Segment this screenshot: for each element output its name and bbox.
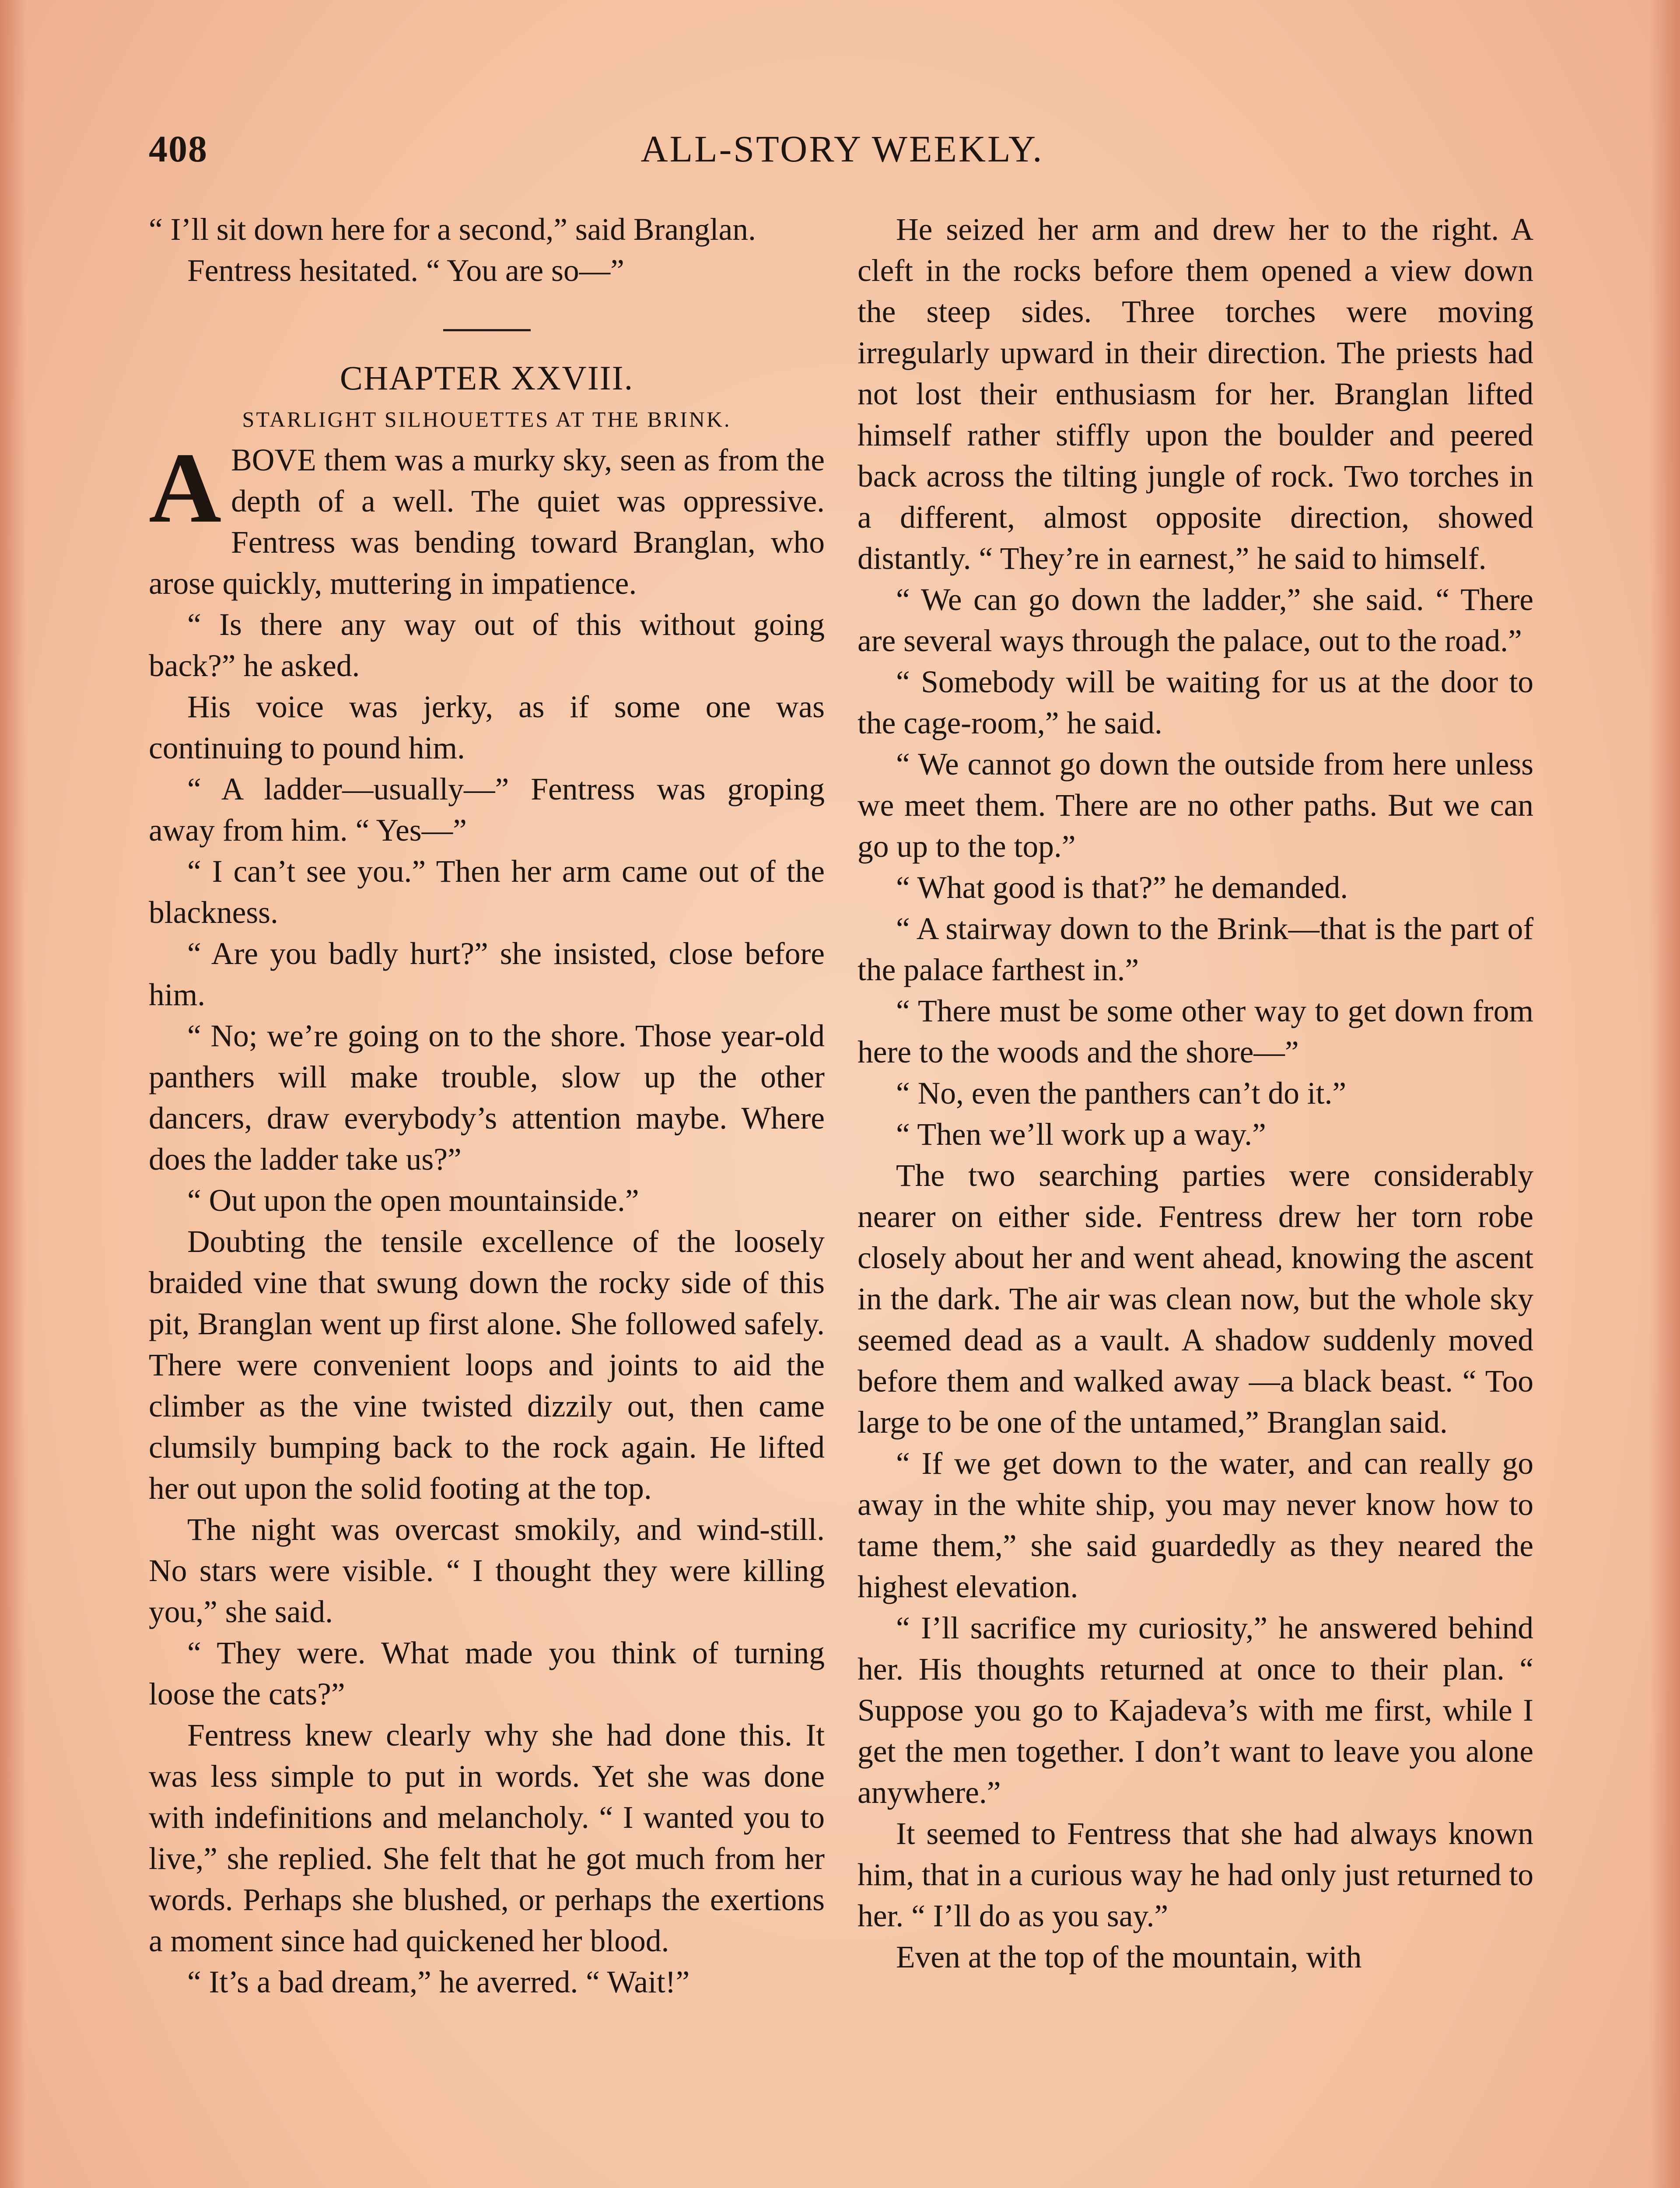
paragraph: The two searching parties were considerably nearer on either side. Fentress drew her torn robe closely about her and went ahead, knowing the ascent in the dark. The air was clean now, but the whole sky seemed dead as a vault. A shadow suddenly moved before them and walked away —a black beast. “ Too large to be one of the untamed,” Branglan said. [858, 1158, 1533, 1440]
page-number: 408 [149, 128, 208, 170]
paragraph: “ Somebody will be waiting for us at the door to the cage-room,” he said. [858, 665, 1533, 740]
opening-paragraph-text: BOVE them was a murky sky, seen as from the depth of a well. The quiet was oppressive. Fentress was bending toward Branglan, who arose quickly, muttering in impatience. [149, 443, 825, 601]
page-edge-left [0, 0, 26, 2188]
left-column [149, 209, 825, 2003]
paragraph: Fentress hesitated. “ You are so—” [187, 253, 624, 288]
paragraph: “ If we get down to the water, and can really go away in the white ship, you may never know how to tame them,” she said guardedly as they neared the highest elevation. [858, 1446, 1533, 1604]
chapter-divider [443, 329, 531, 331]
page-edge-right [1649, 0, 1680, 2188]
paragraph: “ No, even the panthers can’t do it.” [896, 1076, 1347, 1111]
opening-paragraph [149, 432, 825, 604]
paragraph: “ I’ll sacrifice my curiosity,” he answered behind her. His thoughts returned at once to their plan. “ Suppose you go to Kajadeva’s with me first, while I get the men together. I don’t want to leave you alone anywhere.” [858, 1611, 1533, 1810]
paragraph: “ I’ll sit down here for a second,” said Branglan. [149, 212, 756, 247]
paragraph: “ No; we’re going on to the shore. Those year-old panthers will make trouble, slow up the other dancers, draw everybody’s attention maybe. Where does the ladder take us?” [149, 1019, 825, 1177]
drop-cap: A [149, 432, 222, 543]
paragraph: The night was overcast smokily, and wind-still. No stars were visible. “ I thought they were killing you,” she said. [149, 1512, 825, 1629]
paragraph: “ A ladder—usually—” Fentress was groping away from him. “ Yes—” [149, 772, 825, 848]
paragraph: Fentress knew clearly why she had done this. It was less simple to put in words. Yet she was done with indefinitions and melancholy. “ I wanted you to live,” she replied. She felt that he got much from her words. Perhaps she blushed, or perhaps the exertions a moment since had quickened her blood. [149, 1718, 825, 1958]
paragraph: “ Out upon the open mountainside.” [187, 1183, 639, 1218]
running-title: ALL-STORY WEEKLY. [640, 128, 1044, 170]
paragraph: “ Are you badly hurt?” she insisted, close before him. [149, 936, 825, 1012]
paragraph: It seemed to Fentress that she had always known him, that in a curious way he had only just returned to her. “ I’ll do as you say.” [858, 1816, 1533, 1933]
paragraph: “ Then we’ll work up a way.” [896, 1117, 1266, 1152]
paragraph: “ There must be some other way to get down from here to the woods and the shore—” [858, 994, 1533, 1069]
page-header [149, 127, 1536, 179]
paragraph: “ Is there any way out of this without going back?” he asked. [149, 607, 825, 683]
chapter-subtitle: STARLIGHT SILHOUETTES AT THE BRINK. [242, 407, 732, 431]
paragraph: “ We can go down the ladder,” she said. “ There are several ways through the palace, out to the road.” [858, 582, 1533, 658]
paragraph: “ It’s a bad dream,” he averred. “ Wait!” [187, 1965, 690, 1999]
right-column [858, 209, 1533, 1978]
paragraph: “ What good is that?” he demanded. [896, 870, 1348, 905]
chapter-title: CHAPTER XXVIII. [340, 359, 634, 397]
paragraph: “ We cannot go down the outside from here unless we meet them. There are no other paths. But we can go up to the top.” [858, 747, 1533, 864]
paragraph: His voice was jerky, as if some one was continuing to pound him. [149, 690, 825, 765]
paragraph: “ A stairway down to the Brink—that is the part of the palace farthest in.” [858, 912, 1533, 987]
paragraph: “ They were. What made you think of turning loose the cats?” [149, 1636, 825, 1711]
paragraph: He seized her arm and drew her to the right. A cleft in the rocks before them opened a view down the steep sides. Three torches were moving irregularly upward in their direction. The priests had not lost their enthusiasm for her. Branglan lifted himself rather stiffly upon the boulder and peered back across the tilting jungle of rock. Two torches in a different, almost opposite direction, showed distantly. “ They’re in earnest,” he said to himself. [858, 212, 1533, 576]
paragraph: Even at the top of the mountain, with [896, 1940, 1362, 1974]
paragraph: “ I can’t see you.” Then her arm came out of the blackness. [149, 854, 825, 930]
paragraph: Doubting the tensile excellence of the loosely braided vine that swung down the rocky side of this pit, Branglan went up first alone. She followed safely. There were convenient loops and joints to aid the climber as the vine twisted dizzily out, then came clumsily bumping back to the rock again. He lifted her out upon the solid footing at the top. [149, 1224, 825, 1506]
